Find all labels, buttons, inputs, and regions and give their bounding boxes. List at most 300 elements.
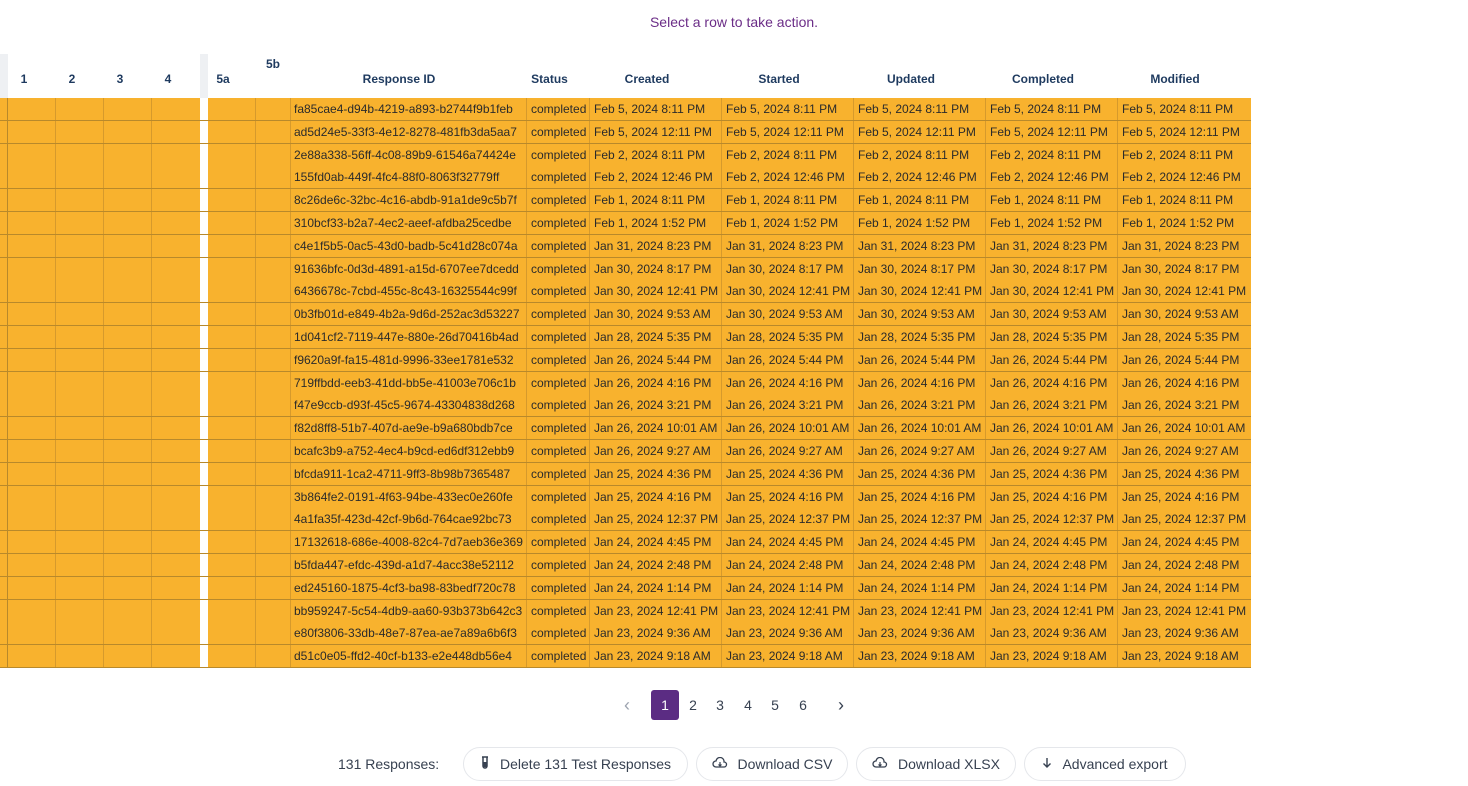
column-divider bbox=[526, 417, 527, 439]
status-cell: completed bbox=[531, 284, 587, 299]
updated-cell: Feb 5, 2024 12:11 PM bbox=[858, 124, 976, 139]
row-left-edge bbox=[0, 144, 8, 166]
table-row[interactable] bbox=[0, 303, 1251, 325]
delete-test-responses-button[interactable] bbox=[463, 747, 688, 781]
column-divider bbox=[255, 486, 256, 508]
updated-cell: Jan 25, 2024 12:37 PM bbox=[858, 512, 983, 527]
column-divider bbox=[526, 121, 527, 143]
column-header-created[interactable]: Created bbox=[624, 72, 670, 86]
column-divider bbox=[255, 531, 256, 553]
column-group-gap bbox=[200, 144, 208, 167]
column-divider bbox=[589, 463, 590, 485]
column-group-separator bbox=[200, 54, 208, 98]
column-group-gap bbox=[200, 349, 208, 372]
column-divider bbox=[985, 98, 986, 120]
started-cell: Feb 2, 2024 8:11 PM bbox=[726, 147, 838, 162]
column-divider bbox=[526, 372, 527, 394]
column-divider bbox=[721, 600, 722, 622]
modified-cell: Jan 26, 2024 10:01 AM bbox=[1122, 421, 1246, 436]
column-divider bbox=[721, 303, 722, 325]
response-id-cell: 4a1fa35f-423d-42cf-9b6d-764cae92bc73 bbox=[294, 512, 512, 527]
column-divider bbox=[55, 600, 56, 622]
table-row[interactable] bbox=[0, 554, 1251, 576]
created-cell: Jan 26, 2024 9:27 AM bbox=[594, 444, 711, 458]
pagination bbox=[0, 690, 1468, 720]
completed-cell: Feb 1, 2024 1:52 PM bbox=[990, 216, 1103, 230]
column-divider bbox=[1117, 212, 1118, 234]
column-divider bbox=[103, 554, 104, 576]
column-header-5b[interactable]: 5b bbox=[265, 57, 280, 71]
column-divider bbox=[526, 144, 527, 166]
column-header-updated[interactable]: Updated bbox=[887, 72, 935, 86]
column-divider bbox=[589, 600, 590, 622]
completed-cell: Jan 31, 2024 8:23 PM bbox=[990, 238, 1108, 253]
started-cell: Jan 26, 2024 9:27 AM bbox=[726, 444, 843, 458]
table-row[interactable] bbox=[0, 372, 1251, 394]
column-divider bbox=[1117, 554, 1118, 576]
completed-cell: Jan 24, 2024 4:45 PM bbox=[990, 535, 1108, 550]
column-divider bbox=[853, 622, 854, 644]
modified-cell: Jan 30, 2024 8:17 PM bbox=[1122, 261, 1240, 276]
started-cell: Jan 30, 2024 8:17 PM bbox=[726, 261, 844, 276]
row-left-edge bbox=[0, 440, 8, 462]
status-cell: completed bbox=[531, 193, 587, 208]
response-id-cell: 310bcf33-b2a7-4ec2-aeef-afdba25cedbe bbox=[294, 216, 512, 230]
column-divider bbox=[255, 349, 256, 371]
column-divider bbox=[589, 622, 590, 644]
column-divider bbox=[151, 486, 152, 508]
column-divider bbox=[290, 554, 291, 576]
column-divider bbox=[1117, 98, 1118, 120]
started-cell: Jan 25, 2024 4:16 PM bbox=[726, 489, 844, 504]
column-divider bbox=[526, 440, 527, 462]
column-divider bbox=[721, 622, 722, 644]
page-4-button[interactable]: 4 bbox=[744, 697, 752, 713]
column-divider bbox=[985, 531, 986, 553]
column-header-2[interactable]: 2 bbox=[68, 72, 76, 86]
column-divider bbox=[55, 622, 56, 644]
completed-cell: Jan 26, 2024 4:16 PM bbox=[990, 375, 1108, 390]
response-id-cell: bfcda911-1ca2-4711-9ff3-8b98b7365487 bbox=[294, 466, 511, 481]
column-divider bbox=[853, 577, 854, 599]
table-row[interactable] bbox=[0, 394, 1251, 416]
row-left-edge bbox=[0, 600, 8, 622]
column-group-gap bbox=[200, 577, 208, 600]
column-divider bbox=[151, 189, 152, 211]
column-divider bbox=[721, 394, 722, 416]
created-cell: Jan 25, 2024 4:36 PM bbox=[594, 466, 712, 481]
status-cell: completed bbox=[531, 102, 587, 116]
column-divider bbox=[55, 440, 56, 462]
column-divider bbox=[589, 326, 590, 348]
completed-cell: Jan 30, 2024 8:17 PM bbox=[990, 261, 1108, 276]
status-cell: completed bbox=[531, 649, 587, 664]
column-group-gap bbox=[200, 372, 208, 395]
created-cell: Jan 31, 2024 8:23 PM bbox=[594, 238, 712, 253]
completed-cell: Jan 25, 2024 12:37 PM bbox=[990, 512, 1115, 527]
column-divider bbox=[853, 98, 854, 120]
column-divider bbox=[985, 235, 986, 257]
column-divider bbox=[985, 189, 986, 211]
modified-cell: Jan 26, 2024 9:27 AM bbox=[1122, 444, 1239, 458]
completed-cell: Feb 5, 2024 8:11 PM bbox=[990, 102, 1102, 116]
created-cell: Feb 5, 2024 8:11 PM bbox=[594, 102, 706, 116]
column-header-response-id[interactable]: Response ID bbox=[362, 72, 436, 86]
column-divider bbox=[589, 394, 590, 416]
column-divider bbox=[55, 144, 56, 166]
column-divider bbox=[985, 622, 986, 644]
column-divider bbox=[721, 166, 722, 188]
column-header-1[interactable]: 1 bbox=[20, 72, 28, 86]
created-cell: Jan 26, 2024 3:21 PM bbox=[594, 398, 712, 413]
row-left-edge bbox=[0, 394, 8, 416]
modified-cell: Jan 24, 2024 1:14 PM bbox=[1122, 580, 1240, 595]
started-cell: Jan 26, 2024 3:21 PM bbox=[726, 398, 844, 413]
column-divider bbox=[290, 486, 291, 508]
response-id-cell: b5fda447-efdc-439d-a1d7-4acc38e52112 bbox=[294, 558, 514, 572]
response-id-cell: f82d8ff8-51b7-407d-ae9e-b9a680bdb7ce bbox=[294, 421, 513, 436]
column-divider bbox=[985, 166, 986, 188]
modified-cell: Jan 26, 2024 4:16 PM bbox=[1122, 375, 1240, 390]
row-left-edge bbox=[0, 280, 8, 302]
column-divider bbox=[151, 121, 152, 143]
created-cell: Feb 2, 2024 12:46 PM bbox=[594, 170, 713, 185]
started-cell: Jan 23, 2024 12:41 PM bbox=[726, 603, 851, 618]
column-divider bbox=[526, 554, 527, 576]
column-divider bbox=[853, 326, 854, 348]
table-row[interactable] bbox=[0, 486, 1251, 508]
table-row[interactable] bbox=[0, 577, 1251, 599]
status-cell: completed bbox=[531, 375, 587, 390]
column-divider bbox=[103, 189, 104, 211]
status-cell: completed bbox=[531, 444, 587, 458]
download-xlsx-label: Download XLSX bbox=[898, 756, 1000, 772]
column-divider bbox=[985, 258, 986, 280]
started-cell: Jan 30, 2024 9:53 AM bbox=[726, 307, 843, 322]
chevron-left-icon[interactable]: ‹ bbox=[624, 695, 630, 715]
column-divider bbox=[290, 417, 291, 439]
column-divider bbox=[151, 600, 152, 622]
column-header-modified[interactable]: Modified bbox=[1150, 72, 1200, 86]
modified-cell: Jan 31, 2024 8:23 PM bbox=[1122, 238, 1240, 253]
updated-cell: Jan 23, 2024 9:18 AM bbox=[858, 649, 975, 664]
column-divider bbox=[1117, 280, 1118, 302]
completed-cell: Jan 25, 2024 4:16 PM bbox=[990, 489, 1108, 504]
started-cell: Jan 26, 2024 10:01 AM bbox=[726, 421, 850, 436]
modified-cell: Jan 23, 2024 9:36 AM bbox=[1122, 626, 1239, 641]
table-row[interactable] bbox=[0, 463, 1251, 485]
table-row[interactable] bbox=[0, 531, 1251, 553]
column-divider bbox=[526, 166, 527, 188]
updated-cell: Feb 5, 2024 8:11 PM bbox=[858, 102, 970, 116]
column-divider bbox=[985, 645, 986, 667]
response-id-cell: bb959247-5c54-4db9-aa60-93b373b642c3 bbox=[294, 603, 523, 618]
column-group-gap bbox=[200, 508, 208, 531]
row-left-edge bbox=[0, 622, 8, 644]
table-row[interactable] bbox=[0, 645, 1251, 667]
table-row[interactable] bbox=[0, 417, 1251, 439]
column-divider bbox=[290, 121, 291, 143]
column-divider bbox=[255, 645, 256, 667]
column-divider bbox=[55, 531, 56, 553]
started-cell: Jan 31, 2024 8:23 PM bbox=[726, 238, 844, 253]
column-divider bbox=[255, 622, 256, 644]
column-divider bbox=[1117, 577, 1118, 599]
modified-cell: Jan 24, 2024 4:45 PM bbox=[1122, 535, 1240, 550]
column-group-gap bbox=[200, 440, 208, 463]
table-row[interactable] bbox=[0, 440, 1251, 462]
column-divider bbox=[290, 394, 291, 416]
completed-cell: Jan 26, 2024 5:44 PM bbox=[990, 352, 1108, 367]
column-divider bbox=[255, 440, 256, 462]
table-row[interactable] bbox=[0, 600, 1251, 622]
table-row[interactable] bbox=[0, 235, 1251, 257]
table-row[interactable] bbox=[0, 508, 1251, 530]
created-cell: Jan 24, 2024 1:14 PM bbox=[594, 580, 712, 595]
updated-cell: Jan 31, 2024 8:23 PM bbox=[858, 238, 976, 253]
column-divider bbox=[853, 144, 854, 166]
column-group-gap bbox=[200, 166, 208, 189]
table-row[interactable] bbox=[0, 258, 1251, 280]
column-divider bbox=[1117, 486, 1118, 508]
completed-cell: Jan 25, 2024 4:36 PM bbox=[990, 466, 1108, 481]
column-divider bbox=[589, 144, 590, 166]
table-row[interactable] bbox=[0, 98, 1251, 120]
created-cell: Feb 5, 2024 12:11 PM bbox=[594, 124, 712, 139]
column-divider bbox=[589, 417, 590, 439]
column-divider bbox=[526, 508, 527, 530]
column-divider bbox=[290, 531, 291, 553]
table-header bbox=[0, 54, 1251, 98]
row-left-edge bbox=[0, 189, 8, 211]
table-row[interactable] bbox=[0, 212, 1251, 234]
column-divider bbox=[589, 303, 590, 325]
completed-cell: Jan 23, 2024 9:18 AM bbox=[990, 649, 1107, 664]
started-cell: Jan 24, 2024 2:48 PM bbox=[726, 558, 844, 572]
column-divider bbox=[526, 622, 527, 644]
column-divider bbox=[589, 577, 590, 599]
column-divider bbox=[526, 645, 527, 667]
modified-cell: Jan 26, 2024 5:44 PM bbox=[1122, 352, 1240, 367]
column-divider bbox=[853, 394, 854, 416]
row-left-edge bbox=[0, 417, 8, 439]
status-cell: completed bbox=[531, 330, 587, 344]
column-divider bbox=[985, 508, 986, 530]
table-row[interactable] bbox=[0, 189, 1251, 211]
column-header-completed[interactable]: Completed bbox=[1011, 72, 1074, 86]
status-cell: completed bbox=[531, 147, 587, 162]
download-csv-button[interactable] bbox=[696, 747, 848, 781]
column-header-3[interactable]: 3 bbox=[116, 72, 124, 86]
download-xlsx-button[interactable] bbox=[856, 747, 1016, 781]
column-divider bbox=[1117, 600, 1118, 622]
column-group-gap bbox=[200, 258, 208, 281]
row-left-edge bbox=[0, 486, 8, 508]
column-divider bbox=[853, 212, 854, 234]
column-divider bbox=[103, 280, 104, 302]
table-row[interactable] bbox=[0, 144, 1251, 166]
column-header-started[interactable]: Started bbox=[758, 72, 800, 86]
column-divider bbox=[255, 303, 256, 325]
column-divider bbox=[290, 235, 291, 257]
column-divider bbox=[103, 144, 104, 166]
updated-cell: Jan 25, 2024 4:36 PM bbox=[858, 466, 976, 481]
column-divider bbox=[103, 394, 104, 416]
page-2-button[interactable]: 2 bbox=[689, 697, 697, 713]
page-3-button[interactable]: 3 bbox=[716, 697, 724, 713]
table-row[interactable] bbox=[0, 280, 1251, 302]
column-divider bbox=[526, 98, 527, 120]
column-group-gap bbox=[200, 326, 208, 349]
column-divider bbox=[589, 554, 590, 576]
column-divider bbox=[853, 280, 854, 302]
column-divider bbox=[526, 349, 527, 371]
created-cell: Jan 23, 2024 9:18 AM bbox=[594, 649, 711, 664]
column-divider bbox=[985, 600, 986, 622]
row-left-edge bbox=[0, 508, 8, 530]
page-1-button[interactable]: 1 bbox=[651, 690, 679, 720]
column-divider bbox=[103, 531, 104, 553]
column-divider bbox=[526, 303, 527, 325]
completed-cell: Feb 5, 2024 12:11 PM bbox=[990, 124, 1108, 139]
column-divider bbox=[1117, 303, 1118, 325]
column-divider bbox=[721, 349, 722, 371]
column-divider bbox=[151, 531, 152, 553]
row-left-edge bbox=[0, 303, 8, 325]
table-row[interactable] bbox=[0, 326, 1251, 348]
column-divider bbox=[151, 577, 152, 599]
column-divider bbox=[55, 645, 56, 667]
created-cell: Jan 30, 2024 8:17 PM bbox=[594, 261, 712, 276]
response-id-cell: 17132618-686e-4008-82c4-7d7aeb36e369 bbox=[294, 535, 523, 550]
column-divider bbox=[290, 372, 291, 394]
response-id-cell: 1d041cf2-7119-447e-880e-26d70416b4ad bbox=[294, 330, 519, 344]
column-divider bbox=[853, 554, 854, 576]
created-cell: Feb 1, 2024 1:52 PM bbox=[594, 216, 707, 230]
modified-cell: Feb 2, 2024 12:46 PM bbox=[1122, 170, 1241, 185]
column-divider bbox=[985, 463, 986, 485]
row-divider bbox=[0, 667, 1251, 668]
column-divider bbox=[589, 486, 590, 508]
row-left-edge bbox=[0, 577, 8, 599]
column-divider bbox=[985, 486, 986, 508]
column-divider bbox=[589, 349, 590, 371]
column-divider bbox=[151, 372, 152, 394]
column-divider bbox=[1117, 166, 1118, 188]
column-divider bbox=[290, 303, 291, 325]
status-cell: completed bbox=[531, 307, 587, 322]
status-cell: completed bbox=[531, 558, 587, 572]
column-divider bbox=[1117, 326, 1118, 348]
column-divider bbox=[721, 486, 722, 508]
created-cell: Jan 25, 2024 4:16 PM bbox=[594, 489, 712, 504]
updated-cell: Jan 23, 2024 12:41 PM bbox=[858, 603, 983, 618]
chevron-right-icon[interactable]: › bbox=[838, 695, 844, 715]
advanced-export-button[interactable] bbox=[1024, 747, 1186, 781]
column-divider bbox=[103, 645, 104, 667]
response-id-cell: bcafc3b9-a752-4ec4-b9cd-ed6df312ebb9 bbox=[294, 444, 515, 458]
column-divider bbox=[103, 372, 104, 394]
row-left-edge bbox=[0, 235, 8, 257]
completed-cell: Jan 26, 2024 10:01 AM bbox=[990, 421, 1114, 436]
completed-cell: Jan 26, 2024 9:27 AM bbox=[990, 444, 1107, 458]
column-divider bbox=[290, 577, 291, 599]
row-left-edge bbox=[0, 372, 8, 394]
completed-cell: Feb 2, 2024 8:11 PM bbox=[990, 147, 1102, 162]
column-divider bbox=[526, 600, 527, 622]
response-id-cell: fa85cae4-d94b-4219-a893-b2744f9b1feb bbox=[294, 102, 513, 116]
column-divider bbox=[589, 531, 590, 553]
column-divider bbox=[1117, 121, 1118, 143]
column-divider bbox=[255, 258, 256, 280]
column-divider bbox=[985, 554, 986, 576]
column-divider bbox=[589, 235, 590, 257]
column-divider bbox=[151, 303, 152, 325]
page-5-button[interactable]: 5 bbox=[771, 697, 779, 713]
response-id-cell: ad5d24e5-33f3-4e12-8278-481fb3da5aa7 bbox=[294, 124, 517, 139]
column-divider bbox=[55, 280, 56, 302]
column-divider bbox=[290, 600, 291, 622]
column-divider bbox=[526, 258, 527, 280]
cloud-download-icon bbox=[872, 757, 888, 772]
table-row[interactable] bbox=[0, 622, 1251, 644]
response-id-cell: c4e1f5b5-0ac5-43d0-badb-5c41d28c074a bbox=[294, 238, 518, 253]
column-divider bbox=[255, 98, 256, 120]
completed-cell: Feb 2, 2024 12:46 PM bbox=[990, 170, 1109, 185]
modified-cell: Jan 23, 2024 12:41 PM bbox=[1122, 603, 1247, 618]
response-id-cell: f9620a9f-fa15-481d-9996-33ee1781e532 bbox=[294, 352, 514, 367]
table-row[interactable] bbox=[0, 166, 1251, 188]
updated-cell: Feb 1, 2024 8:11 PM bbox=[858, 193, 970, 208]
started-cell: Jan 25, 2024 4:36 PM bbox=[726, 466, 844, 481]
status-cell: completed bbox=[531, 352, 587, 367]
column-group-gap bbox=[200, 486, 208, 509]
column-divider bbox=[255, 189, 256, 211]
column-header-5a[interactable]: 5a bbox=[216, 72, 230, 86]
completed-cell: Jan 30, 2024 9:53 AM bbox=[990, 307, 1107, 322]
modified-cell: Feb 1, 2024 8:11 PM bbox=[1122, 193, 1234, 208]
column-group-gap bbox=[200, 531, 208, 554]
column-header-4[interactable]: 4 bbox=[164, 72, 172, 86]
column-divider bbox=[526, 326, 527, 348]
status-cell: completed bbox=[531, 261, 587, 276]
column-divider bbox=[853, 463, 854, 485]
table-row[interactable] bbox=[0, 121, 1251, 143]
started-cell: Jan 25, 2024 12:37 PM bbox=[726, 512, 851, 527]
column-header-status[interactable]: Status bbox=[531, 72, 568, 86]
column-divider bbox=[853, 121, 854, 143]
column-divider bbox=[985, 144, 986, 166]
column-divider bbox=[151, 326, 152, 348]
column-divider bbox=[853, 417, 854, 439]
response-id-cell: 8c26de6c-32bc-4c16-abdb-91a1de9c5b7f bbox=[294, 193, 517, 208]
modified-cell: Jan 30, 2024 9:53 AM bbox=[1122, 307, 1239, 322]
column-divider bbox=[255, 235, 256, 257]
column-divider bbox=[151, 144, 152, 166]
started-cell: Jan 28, 2024 5:35 PM bbox=[726, 330, 844, 344]
column-divider bbox=[1117, 235, 1118, 257]
column-divider bbox=[985, 326, 986, 348]
response-count: 131 Responses: bbox=[338, 756, 440, 772]
updated-cell: Jan 30, 2024 12:41 PM bbox=[858, 284, 983, 299]
column-divider bbox=[103, 303, 104, 325]
advanced-export-label: Advanced export bbox=[1062, 756, 1168, 772]
page-6-button[interactable]: 6 bbox=[799, 697, 807, 713]
table-row[interactable] bbox=[0, 349, 1251, 371]
started-cell: Feb 1, 2024 8:11 PM bbox=[726, 193, 838, 208]
status-cell: completed bbox=[531, 170, 587, 185]
column-divider bbox=[290, 98, 291, 120]
